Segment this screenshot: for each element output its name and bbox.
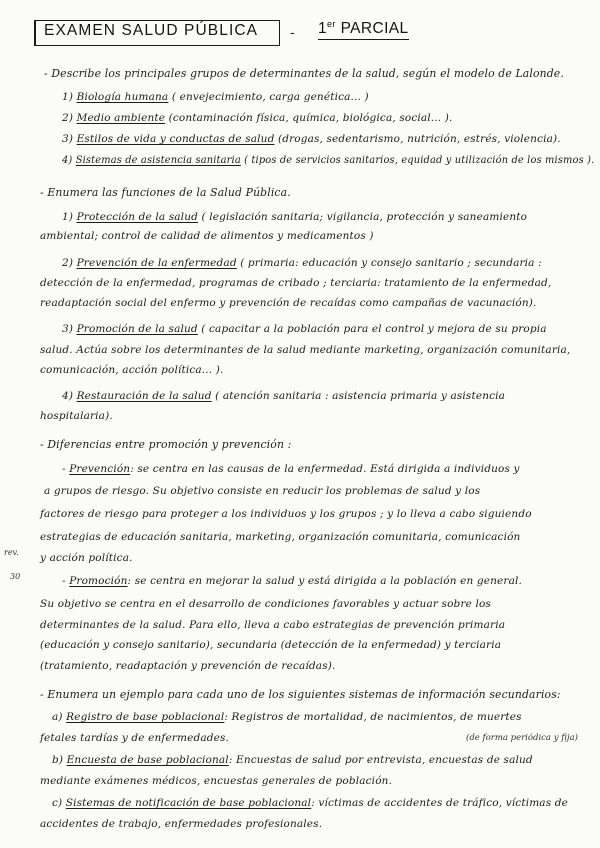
q3-heading: - Diferencias entre promoción y prevención : [40,438,292,451]
item-number: 2) [62,112,77,124]
item-detail: : se centra en las causas de la enfermedad. Está dirigida a individuos y [130,463,520,475]
item-number: 1) [62,91,77,103]
q2-item-2-cont-1: detección de la enfermedad, programas de cribado ; terciaria: tratamiento de la enfermedad, [40,277,552,289]
q2-item-4-cont: hospitalaria). [40,410,113,422]
q4-item-b [52,753,533,767]
item-term: Encuesta de base poblacional [66,754,229,766]
q3-prevention-cont-2: factores de riesgo para proteger a los individuos y los grupos ; y lo lleva a cabo siguiendo [40,508,532,520]
q1-heading: - Describe los principales grupos de determinantes de la salud, según el modelo de Lalonde. [44,67,564,80]
q3-prevention-cont-3: estrategias de educación sanitaria, marketing, organización comunitaria, comunicación [40,531,521,543]
q3-promotion-cont-3: (educación y consejo sanitario), secundaria (detección de la enfermedad) y terciaria [40,639,502,651]
item-term: Prevención de la enfermedad [76,257,237,269]
item-detail: (contaminación física, química, biológica, social... ). [165,112,453,124]
q3-prevention [62,462,520,476]
q4-item-c [52,796,568,810]
q3-promotion-cont-2: determinantes de la salud. Para ello, lleva a cabo estrategias de prevención primaria [40,619,506,631]
item-detail: ( envejecimiento, carga genética... ) [168,91,369,103]
item-number: 3) [62,323,77,335]
title-separator: - [290,25,295,41]
q3-promotion-cont-4: (tratamiento, readaptación y prevención de recaídas). [40,660,336,672]
q4-item-a-cont: fetales tardías y de enfermedades. [40,732,229,744]
item-detail: ( primaria: educación y consejo sanitario ; secundaria : [236,257,542,269]
q4-item-a [52,710,522,724]
item-term: Registro de base poblacional [66,711,225,723]
q1-item-4 [62,153,594,167]
item-letter: b) [52,754,67,766]
q2-item-1 [62,210,527,224]
item-number: 3) [62,133,77,145]
parcial-label [318,19,409,40]
margin-note: rev. [4,548,19,557]
item-detail: ( tipos de servicios sanitarios, equidad y utilización de los mismos ). [240,154,595,166]
q4-item-c-cont: accidentes de trabajo, enfermedades profesionales. [40,818,323,830]
item-detail: : Registros de mortalidad, de nacimientos, de muertes [224,711,522,723]
item-detail: ( capacitar a la población para el control y mejora de su propia [197,323,547,335]
item-number: 4) [62,154,76,166]
margin-number: 30 [10,572,21,581]
q1-item-1 [62,90,369,104]
item-letter: c) [52,797,66,809]
item-term: Sistemas de notificación de base poblacional [65,797,312,809]
q2-item-3-cont-2: comunicación, acción política... ). [40,364,224,376]
q2-item-2 [62,256,542,270]
item-dash: - [62,575,70,587]
item-detail: ( atención sanitaria : asistencia primaria y asistencia [211,390,506,402]
q2-item-3 [62,322,547,336]
q3-prevention-cont-4: y acción política. [40,552,133,564]
q1-item-2 [62,111,452,125]
q2-item-1-cont: ambiental; control de calidad de alimentos y medicamentos ) [40,230,374,242]
q2-item-2-cont-2: readaptación social del enfermo y prevención de recaídas como campañas de vacunación). [40,297,537,309]
item-term: Restauración de la salud [76,390,212,402]
q3-prevention-cont-1: a grupos de riesgo. Su objetivo consiste en reducir los problemas de salud y los [44,485,481,497]
item-detail: : Encuestas de salud por entrevista, encuestas de salud [228,754,533,766]
item-term: Biología humana [76,91,169,103]
q2-heading: - Enumera las funciones de la Salud Pública. [40,186,291,199]
item-number: 2) [62,257,77,269]
q3-promotion [62,574,522,588]
q2-item-4 [62,389,505,403]
item-number: 1) [62,211,77,223]
item-term: Promoción de la salud [76,323,198,335]
item-letter: a) [52,711,67,723]
item-term: Sistemas de asistencia sanitaria [75,154,241,166]
item-number: 4) [62,390,77,402]
parcial-number: 1 [318,20,328,38]
item-detail: ( legislación sanitaria; vigilancia, protección y saneamiento [197,211,528,223]
q4-item-a-note: (de forma periódica y fija) [466,733,578,743]
q4-heading: - Enumera un ejemplo para cada uno de los siguientes sistemas de información secundarios: [40,688,561,701]
exam-title: EXAMEN SALUD PÚBLICA [44,22,259,39]
item-term: Protección de la salud [76,211,198,223]
item-detail: : se centra en mejorar la salud y está dirigida a la población en general. [127,575,522,587]
q4-item-b-cont: mediante exámenes médicos, encuestas generales de población. [40,775,393,787]
item-term: Medio ambiente [76,112,166,124]
item-term: Promoción [69,575,128,587]
item-detail: (drogas, sedentarismo, nutrición, estrés, violencia). [274,133,561,145]
parcial-word: PARCIAL [340,20,409,38]
parcial-superscript: er [327,19,336,29]
item-term: Estilos de vida y conductas de salud [76,133,275,145]
item-dash: - [62,463,70,475]
item-detail: : víctimas de accidentes de tráfico, víctimas de [311,797,568,809]
item-term: Prevención [69,463,131,475]
q3-promotion-cont-1: Su objetivo se centra en el desarrollo de condiciones favorables y actuar sobre los [40,598,491,610]
q1-item-3 [62,132,561,146]
q2-item-3-cont-1: salud. Actúa sobre los determinantes de la salud mediante marketing, organización comunitaria, [40,344,571,356]
